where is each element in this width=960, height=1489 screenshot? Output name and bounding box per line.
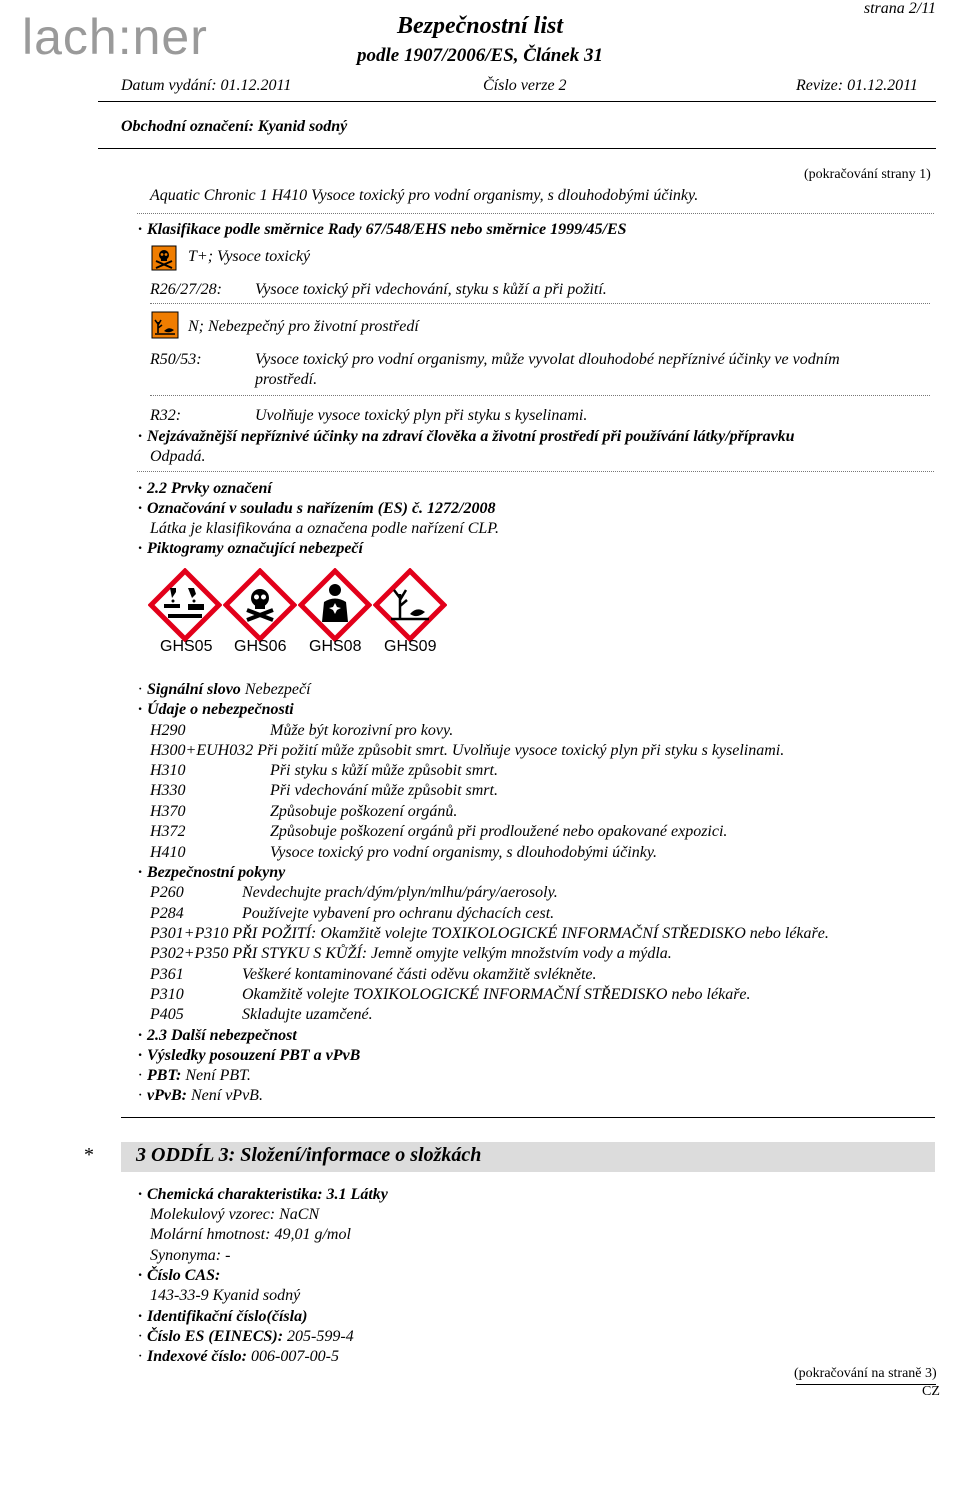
precaution-statement-combined: P302+P350 PŘI STYKU S KŮŽÍ: Jemně omyjte velkým množstvím vody a mýdla. — [150, 945, 672, 962]
labeling-heading: · 2.2 Prvky označení — [138, 480, 272, 497]
company-logo: lach:ner — [22, 9, 208, 65]
r26-code: R26/27/28: — [150, 281, 222, 298]
document-title: Bezpečnostní list — [396, 13, 564, 39]
hazard-code: H372 — [150, 823, 186, 840]
footer-rule — [796, 1384, 936, 1385]
dotted-separator — [137, 471, 934, 472]
precaution-text: Skladujte uzamčené. — [242, 1006, 373, 1023]
continued-from: (pokračování strany 1) — [804, 167, 931, 182]
dotted-separator — [150, 395, 930, 396]
document-subtitle: podle 1907/2006/ES, Článek 31 — [357, 45, 603, 66]
cas-heading: · Číslo CAS: — [138, 1267, 221, 1284]
identification-heading: · Identifikační číslo(čísla) — [138, 1308, 308, 1325]
change-marker: * — [84, 1144, 94, 1166]
hazard-code: H310 — [150, 762, 186, 779]
hazard-text: Způsobuje poškození orgánů. — [270, 803, 458, 820]
precaution-code: P405 — [150, 1006, 184, 1023]
precaution-text: Veškeré kontaminované části oděvu okamžitě svlékněte. — [242, 966, 597, 983]
section3-banner — [121, 1142, 935, 1172]
hazard-code: H290 — [150, 722, 186, 739]
effects-text: Odpadá. — [150, 448, 206, 465]
version-number: Číslo verze 2 — [483, 77, 567, 94]
hazard-code: H410 — [150, 844, 186, 861]
hazard-text: Může být korozivní pro kovy. — [270, 722, 454, 739]
precaution-code: P361 — [150, 966, 184, 983]
classification-heading: · Klasifikace podle směrnice Rady 67/548/EHS nebo směrnice 1999/45/ES — [138, 221, 627, 238]
ghs06-label: GHS06 — [234, 638, 287, 655]
ghs09-label: GHS09 — [384, 638, 437, 655]
signal-word-row: · Signální slovo Nebezpečí — [138, 681, 311, 698]
chem-char-heading: · Chemická charakteristika: 3.1 Látky — [138, 1186, 388, 1203]
revision-date: Revize: 01.12.2011 — [796, 77, 918, 94]
hazard-text: Vysoce toxický pro vodní organismy, s dlouhodobými účinky. — [270, 844, 658, 861]
ghs09-environment-icon — [373, 568, 447, 642]
precaution-heading: · Bezpečnostní pokyny — [138, 864, 286, 881]
clp-text: Látka je klasifikována a označena podle nařízení CLP. — [150, 520, 500, 537]
precaution-statement-combined: P301+P310 PŘI POŽITÍ: Okamžitě volejte TOXIKOLOGICKÉ INFORMAČNÍ STŘEDISKO nebo lékaře. — [150, 925, 829, 942]
hazard-heading: · Údaje o nebezpečnosti — [138, 701, 294, 718]
hazard-code: H330 — [150, 782, 186, 799]
ghs08-label: GHS08 — [309, 638, 362, 655]
r32-text: Uvolňuje vysoce toxický plyn při styku s kyselinami. — [255, 407, 588, 424]
cas-value: 143-33-9 Kyanid sodný — [150, 1287, 301, 1304]
continued-to: (pokračování na straně 3) — [794, 1366, 937, 1381]
trade-name: Obchodní označení: Kyanid sodný — [121, 118, 348, 135]
ghs05-corrosion-icon — [148, 568, 222, 642]
hazard-code: H370 — [150, 803, 186, 820]
hazard-text: Při vdechování může způsobit smrt. — [270, 782, 498, 799]
r50-code: R50/53: — [150, 351, 202, 368]
section-separator — [121, 1117, 935, 1118]
environment-hazard-icon — [151, 311, 179, 339]
issue-date: Datum vydání: 01.12.2011 — [121, 77, 292, 94]
pictograms-heading: · Piktogramy označující nebezpečí — [138, 540, 363, 557]
pbt-row: · PBT: Není PBT. — [138, 1067, 251, 1084]
pbt-heading: · Výsledky posouzení PBT a vPvB — [138, 1047, 361, 1064]
r26-text: Vysoce toxický při vdechování, styku s kůží a při požití. — [255, 281, 607, 298]
precaution-text: Okamžitě volejte TOXIKOLOGICKÉ INFORMAČNÍ STŘEDISKO nebo lékaře. — [242, 986, 751, 1003]
t-plus-label: T+; Vysoce toxický — [188, 248, 311, 265]
clp-heading: · Označování v souladu s nařízením (ES) č. 1272/2008 — [138, 500, 496, 517]
molecular-formula: Molekulový vzorec: NaCN — [150, 1206, 320, 1223]
molar-mass: Molární hmotnost: 49,01 g/mol — [150, 1226, 351, 1243]
header-rule — [98, 101, 936, 102]
index-number-row: · Indexové číslo: 006-007-00-5 — [138, 1348, 339, 1365]
hazard-statement-combined: H300+EUH032 Při požití může způsobit smrt. Uvolňuje vysoce toxický plyn při styku s kyselinami. — [150, 742, 785, 759]
page-number: strana 2/11 — [863, 0, 936, 17]
precaution-code: P310 — [150, 986, 184, 1003]
other-hazards-heading: · 2.3 Další nebezpečnost — [138, 1027, 297, 1044]
dotted-separator — [137, 213, 934, 214]
precaution-text: Nevdechujte prach/dým/plyn/mlhu/páry/aerosoly. — [242, 884, 558, 901]
synonyms: Synonyma: - — [150, 1247, 231, 1264]
aquatic-classification: Aquatic Chronic 1 H410 Vysoce toxický pro vodní organismy, s dlouhodobými účinky. — [150, 187, 699, 204]
es-number-row: · Číslo ES (EINECS): 205-599-4 — [138, 1328, 354, 1345]
toxic-skull-icon — [151, 245, 177, 271]
section3-title: 3 ODDÍL 3: Složení/informace o složkách — [136, 1144, 482, 1166]
precaution-text: Používejte vybavení pro ochranu dýchacích cest. — [242, 905, 555, 922]
r50-text-line2: prostředí. — [255, 371, 318, 388]
vpvb-row: · vPvB: Není vPvB. — [138, 1087, 263, 1104]
precaution-code: P260 — [150, 884, 184, 901]
precaution-code: P284 — [150, 905, 184, 922]
hazard-text: Při styku s kůží může způsobit smrt. — [270, 762, 498, 779]
effects-heading: · Nejzávažnější nepříznivé účinky na zdraví člověka a životní prostředí při používání látky/přípravku — [138, 428, 795, 445]
trade-name-rule — [98, 148, 936, 149]
r50-text-line1: Vysoce toxický pro vodní organismy, může vyvolat dlouhodobé nepříznivé účinky ve vodním — [255, 351, 840, 368]
hazard-text: Způsobuje poškození orgánů při prodloužené nebo opakované expozici. — [270, 823, 728, 840]
ghs08-health-hazard-icon — [298, 568, 372, 642]
n-label: N; Nebezpečný pro životní prostředí — [188, 318, 419, 335]
language-code: CZ — [922, 1384, 940, 1399]
ghs05-label: GHS05 — [160, 638, 213, 655]
ghs06-skull-icon — [223, 568, 297, 642]
r32-code: R32: — [150, 407, 182, 424]
dotted-separator — [150, 303, 930, 304]
